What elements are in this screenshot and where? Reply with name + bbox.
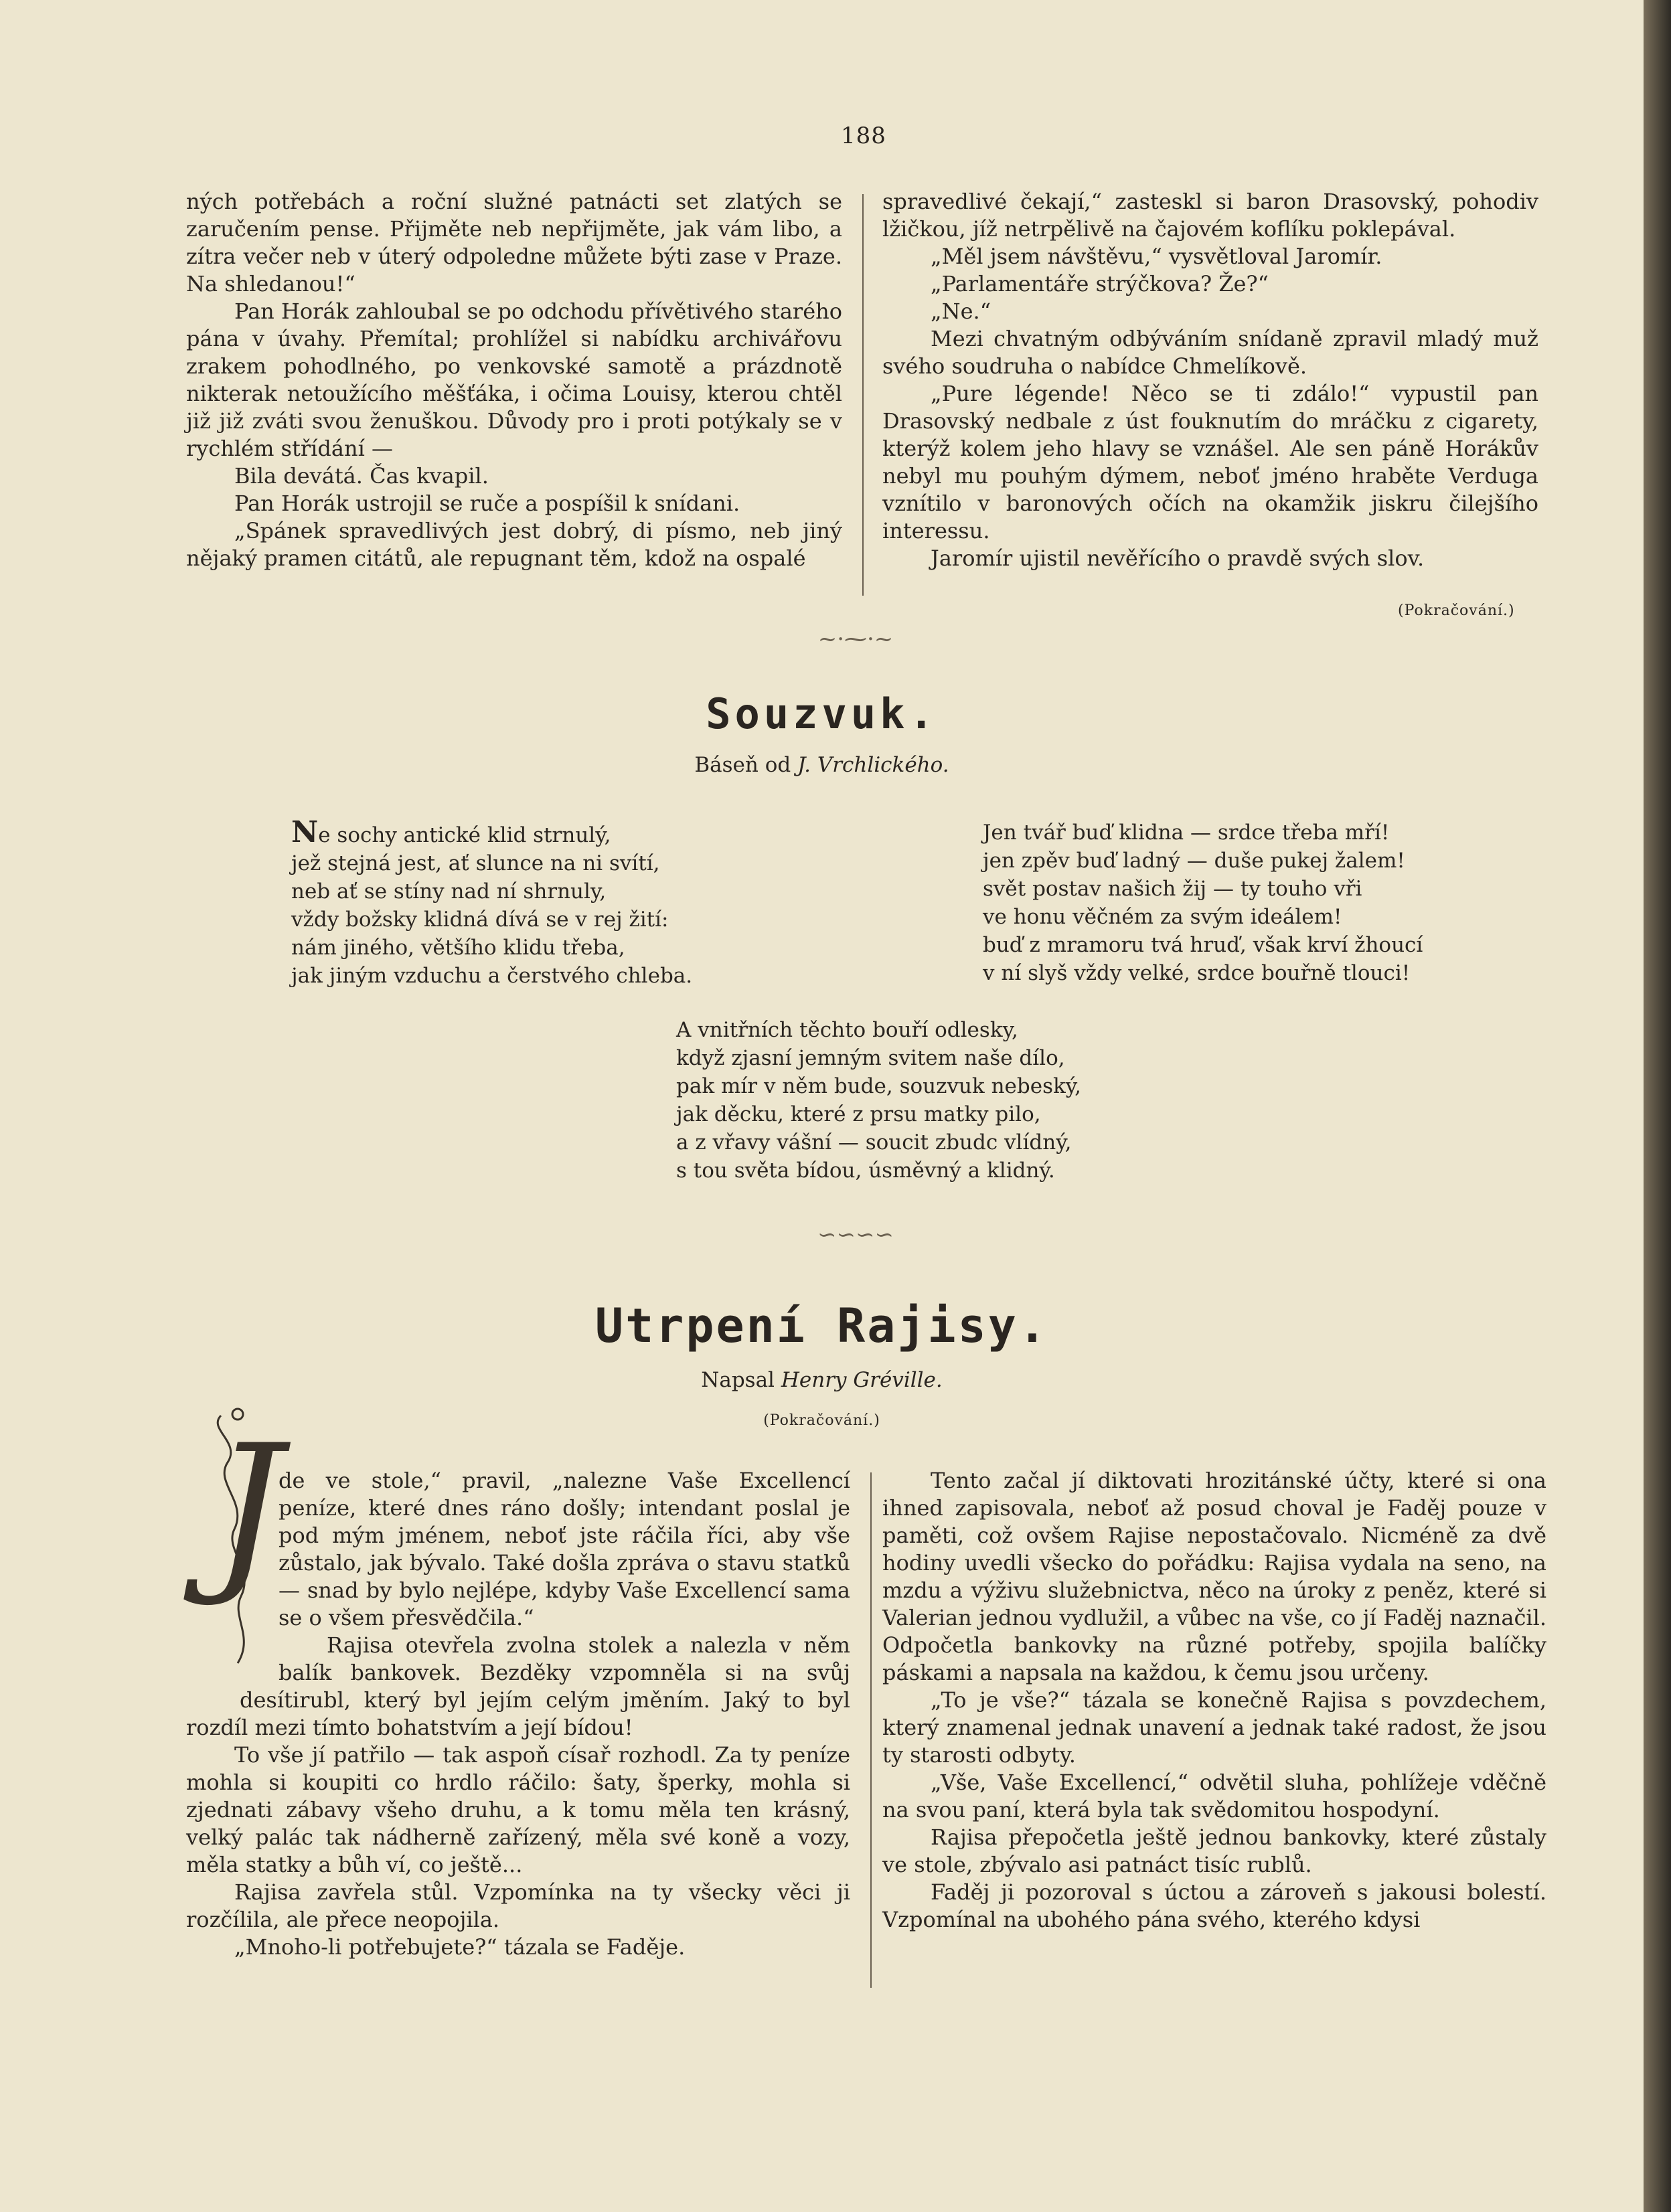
paragraph: „To je vše?“ tázala se konečně Rajisa s povzdechem, který znamenal jednak unavení a jednak také radost, že jsou ty starosti odbyty. [882, 1687, 1546, 1768]
poem-line: jak děcku, které z prsu matky pilo, [676, 1102, 1041, 1126]
poem-line: neb ať se stíny nad ní shrnuly, [291, 879, 607, 904]
poem-initial-letter: N [291, 815, 319, 849]
small-ornament: ~·⁓·~ [817, 626, 894, 653]
poem-stanza-3 [676, 1016, 1081, 1185]
paragraph: „Pure légende! Něco se ti zdálo!“ vypustil pan Drasovský nedbale z úst fouknutím do mráčku z cigarety, kterýž kolem jeho hlavy se vznášel. Ale sen páně Horákův nebyl mu pouhým dýmem, neboť jméno hraběte Verduga vznítilo v baronových očích na okamžik jiskru čilejšího interessu. [882, 381, 1538, 543]
drop-cap-spacer [186, 1467, 278, 1661]
paragraph: ných potřebách a roční služné patnácti set zlatých se zaručením pense. Přijměte neb nepřijměte, jak vám libo, a zítra večer neb v úterý odpoledne můžete býti zase v Praze. Na shledanou!“ [186, 189, 842, 296]
continued-note-story: (Pokračování.) [763, 1412, 880, 1429]
poem-line: vždy božsky klidná dívá se v rej žití: [291, 908, 669, 932]
poem-stanza-2 [983, 819, 1423, 987]
continued-note-top: (Pokračování.) [1398, 602, 1515, 619]
poem-line: v ní slyš vždy velké, srdce bouřně tlouci! [983, 961, 1411, 985]
top-left-column [186, 188, 842, 572]
paragraph: Rajisa zavřela stůl. Vzpomínka na ty všecky věci ji rozčílila, ale přece neopojila. [186, 1879, 850, 1932]
poem-line: jen zpěv buď ladný — duše pukej žalem! [983, 849, 1405, 873]
poem-byline [0, 753, 1644, 777]
poem-line: když zjasní jemným svitem naše dílo, [676, 1046, 1065, 1070]
column-divider-top [862, 194, 864, 596]
paragraph: Tento začal jí diktovati hrozitánské účty, které si ona ihned zapisovala, neboť až posud choval je Faděj pouze v paměti, což ovšem Rajise nepostačovalo. Nicméně za dvě hodiny uvedli všecko do pořádku: Rajisa vydala na seno, na mzdu a výživu služebnictva, něco na úroky z peněz, které si Valerian jednou vydlužil, a vůbec na vše, co jí Faděj naznačil. Odpočetla bankovky na různé potřeby, spojila balíčky páskami a napsala na každou, k čemu jsou určeny. [882, 1468, 1546, 1685]
poem-byline-author: J. Vrchlického. [797, 753, 949, 777]
top-right-column [882, 188, 1538, 572]
wave-ornament: ∽∽∽∽ [817, 1221, 894, 1248]
poem-byline-prefix: Báseň od [694, 753, 791, 777]
page-number: 188 [841, 122, 886, 149]
poem-stanza-1 [291, 815, 693, 990]
paragraph: spravedlivé čekají,“ zasteskl si baron Drasovský, pohodiv lžičkou, jíž netrpělivě na čajovém koflíku poklepával. [882, 189, 1538, 242]
poem-line: e sochy antické klid strnulý, [318, 823, 611, 847]
story-left-column [186, 1467, 850, 1961]
poem-stanza-1-first-line [291, 815, 692, 849]
poem-line: A vnitřních těchto bouří odlesky, [676, 1018, 1018, 1042]
poem-title: Souzvuk. [706, 689, 938, 738]
paragraph: „Ne.“ [931, 299, 991, 324]
paragraph: To vše jí patřilo — tak aspoň císař rozhodl. Za ty peníze mohla si koupiti co hrdlo ráčilo: šaty, šperky, mohla si zjednati zábavy všeho druhu, a k tomu měla ten krásný, velký palác tak nádherně zařízený, měla své koně a vozy, měla statky a bůh ví, co ještě... [186, 1742, 850, 1877]
story-title: Utrpení Rajisy. [594, 1298, 1049, 1353]
poem-line: jak jiným vzduchu a čerstvého chleba. [291, 964, 693, 988]
paragraph: „Mnoho-li potřebujete?“ tázala se Faděje. [234, 1934, 686, 1960]
poem-line: buď z mramoru tvá hruď, však krví žhoucí [983, 933, 1423, 957]
story-byline-prefix: Napsal [701, 1368, 775, 1392]
poem-line: svět postav našich žij — ty touho vři [983, 877, 1362, 901]
paragraph: Pan Horák ustrojil se ruče a pospíšil k snídani. [234, 491, 740, 516]
story-byline [0, 1368, 1644, 1392]
page-edge-shadow [1644, 0, 1671, 2212]
poem-line: Jen tvář buď klidna — srdce třeba mří! [983, 821, 1390, 845]
drop-cap-tail-spacer [186, 1661, 240, 1688]
paragraph: „Parlamentáře strýčkova? Že?“ [931, 271, 1269, 296]
paragraph: Pan Horák zahloubal se po odchodu přívětivého starého pána v úvahy. Přemítal; prohlížel si nabídku archivářovu zrakem pohodlného, po venkovské samotě a prázdnotě nikterak netoužícího měšťáka, i očima Louisy, kterou chtěl již již zváti svou ženuškou. Důvody pro i proti potýkaly se v rychlém střídání — [186, 299, 842, 461]
paragraph: Faděj ji pozoroval s úctou a zároveň s jakousi bolestí. Vzpomínal na ubohého pána svého, kterého kdysi [882, 1879, 1546, 1932]
poem-line: jež stejná jest, ať slunce na ni svítí, [291, 851, 660, 875]
paragraph: „Měl jsem návštěvu,“ vysvětloval Jaromír. [931, 244, 1382, 269]
poem-line: pak mír v něm bude, souzvuk nebeský, [676, 1074, 1082, 1098]
column-divider-story [870, 1472, 872, 1988]
paragraph: Bila devátá. Čas kvapil. [234, 463, 489, 489]
paragraph: Mezi chvatným odbýváním snídaně zpravil mladý muž svého soudruha o nabídce Chmelíkově. [882, 326, 1538, 379]
story-byline-author: Henry Gréville. [781, 1368, 943, 1392]
story-right-column [882, 1467, 1546, 1934]
paragraph: Rajisa přepočetla ještě jednou bankovky, které zůstaly ve stole, zbývalo asi patnáct tisíc rublů. [882, 1824, 1546, 1877]
story-drop-cap: J [213, 1408, 283, 1610]
poem-line: nám jiného, většího klidu třeba, [291, 936, 625, 960]
poem-line: a z vřavy vášní — soucit zbudc vlídný, [676, 1130, 1072, 1155]
poem-line: s tou světa bídou, úsměvný a klidný. [676, 1159, 1055, 1183]
paragraph: Rajisa otevřela zvolna stolek a nalezla v něm balík bankovek. Bezděky vzpomněla si na svůj desítirubl, který byl jejím celým jměním. Jaký to byl rozdíl mezi tímto bohatstvím a její bídou! [186, 1632, 850, 1740]
paragraph: „Spánek spravedlivých jest dobrý, di písmo, neb jiný nějaký pramen citátů, ale repugnant těm, kdož na ospalé [186, 518, 842, 571]
poem-line: ve honu věčném za svým ideálem! [983, 905, 1342, 929]
paragraph: de ve stole,“ pravil, „nalezne Vaše Excellencí peníze, které dnes ráno došly; intendant poslal je pod mým jménem, neboť jste ráčila říci, aby vše zůstalo, jak bývalo. Také došla zpráva o stavu statků — snad by bylo nejlépe, kdyby Vaše Excellencí sama se o všem přesvědčila.“ [278, 1468, 850, 1630]
paragraph: „Vše, Vaše Excellencí,“ odvětil sluha, pohlížeje vděčně na svou paní, která byla tak svědomitou hospodyní. [882, 1770, 1546, 1822]
paragraph: Jaromír ujistil nevěřícího o pravdě svých slov. [931, 545, 1425, 571]
